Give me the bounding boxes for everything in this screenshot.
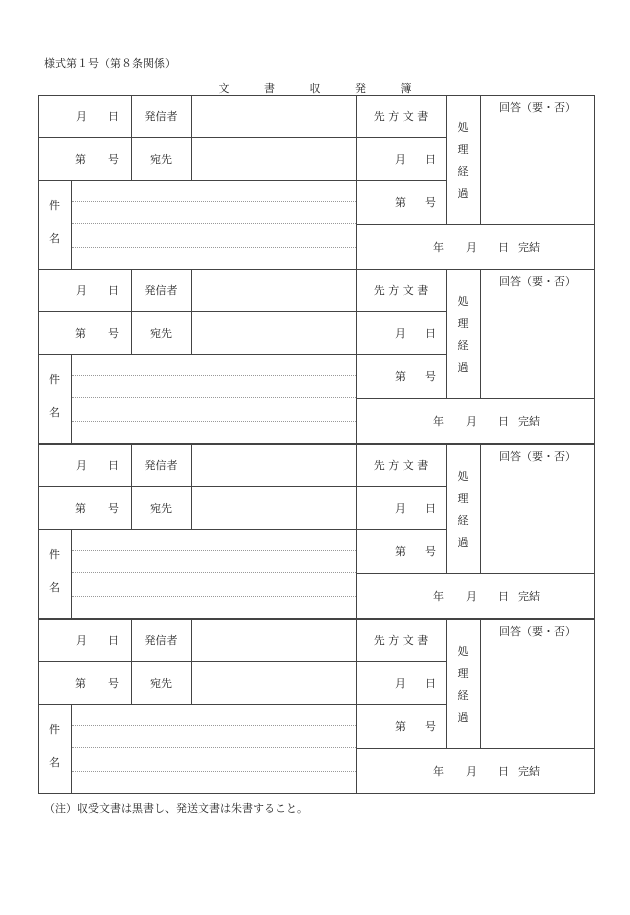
entry-block-4 <box>38 619 595 794</box>
label-completed: 完結 <box>518 765 540 778</box>
field-recipient[interactable] <box>192 138 355 180</box>
label-completed: 完結 <box>518 415 540 428</box>
title-char: 簿 <box>400 82 412 95</box>
label-processing: 処 理 経 過 <box>457 645 469 724</box>
label-recipient: 宛先 <box>150 327 172 340</box>
label-sender: 発信者 <box>144 634 178 647</box>
label-number-suffix: 号 <box>425 545 436 558</box>
label-number-prefix: 第 <box>395 196 406 209</box>
label-number-prefix: 第 <box>395 370 406 383</box>
title-char: 収 <box>309 82 321 95</box>
label-day: 日 <box>108 634 119 647</box>
form-title <box>0 80 630 96</box>
label-number-suffix: 号 <box>108 502 119 515</box>
label-processing: 処 理 経 過 <box>457 121 469 200</box>
label-month: 月 <box>76 284 87 297</box>
label-counterpart-doc: 先 方 文 書 <box>373 634 429 647</box>
label-day: 日 <box>498 590 509 603</box>
label-day: 日 <box>425 327 436 340</box>
label-month: 月 <box>395 153 406 166</box>
label-day: 日 <box>425 502 436 515</box>
label-response: 回答（要・否） <box>499 625 576 638</box>
field-sender[interactable] <box>192 445 355 486</box>
field-subject[interactable] <box>72 705 355 793</box>
label-counterpart-doc: 先 方 文 書 <box>373 110 429 123</box>
label-completed: 完結 <box>518 590 540 603</box>
label-number-suffix: 号 <box>425 370 436 383</box>
title-char: 文 <box>218 82 230 95</box>
field-processing[interactable] <box>481 620 594 748</box>
label-completed: 完結 <box>518 241 540 254</box>
label-counterpart-doc: 先 方 文 書 <box>373 459 429 472</box>
label-recipient: 宛先 <box>150 502 172 515</box>
label-day: 日 <box>425 153 436 166</box>
label-month: 月 <box>395 502 406 515</box>
label-number-prefix: 第 <box>395 545 406 558</box>
label-month: 月 <box>395 677 406 690</box>
label-processing: 処 理 経 過 <box>457 295 469 374</box>
label-year: 年 <box>433 415 444 428</box>
label-month: 月 <box>76 110 87 123</box>
label-day: 日 <box>498 241 509 254</box>
form-number: 様式第１号（第８条関係） <box>44 57 176 70</box>
label-subject: 件 名 <box>49 199 60 245</box>
field-sender[interactable] <box>192 620 355 661</box>
label-number-suffix: 号 <box>108 327 119 340</box>
label-response: 回答（要・否） <box>499 101 576 114</box>
label-month: 月 <box>76 459 87 472</box>
label-sender: 発信者 <box>144 110 178 123</box>
label-day: 日 <box>498 415 509 428</box>
field-processing[interactable] <box>481 445 594 573</box>
label-number-prefix: 第 <box>75 153 86 166</box>
label-subject: 件 名 <box>49 548 60 594</box>
label-number-suffix: 号 <box>425 720 436 733</box>
label-month: 月 <box>395 327 406 340</box>
label-sender: 発信者 <box>144 284 178 297</box>
label-year: 年 <box>433 765 444 778</box>
label-number-suffix: 号 <box>108 153 119 166</box>
label-number-suffix: 号 <box>425 196 436 209</box>
label-day: 日 <box>108 284 119 297</box>
label-counterpart-doc: 先 方 文 書 <box>373 284 429 297</box>
title-char: 発 <box>355 82 366 95</box>
label-year: 年 <box>433 241 444 254</box>
label-response: 回答（要・否） <box>499 450 576 463</box>
entry-block-3 <box>38 444 595 619</box>
label-month: 月 <box>466 590 477 603</box>
label-day: 日 <box>498 765 509 778</box>
field-recipient[interactable] <box>192 662 355 704</box>
field-processing[interactable] <box>481 270 594 398</box>
label-number-prefix: 第 <box>75 677 86 690</box>
field-sender[interactable] <box>192 96 355 137</box>
field-subject[interactable] <box>72 181 355 269</box>
label-number-prefix: 第 <box>75 502 86 515</box>
entry-block-1 <box>38 95 595 270</box>
footnote: （注）収受文書は黒書し、発送文書は朱書すること。 <box>44 802 308 815</box>
label-year: 年 <box>433 590 444 603</box>
label-month: 月 <box>76 634 87 647</box>
label-recipient: 宛先 <box>150 153 172 166</box>
field-subject[interactable] <box>72 355 355 443</box>
label-month: 月 <box>466 765 477 778</box>
label-day: 日 <box>108 459 119 472</box>
label-sender: 発信者 <box>144 459 178 472</box>
label-recipient: 宛先 <box>150 677 172 690</box>
entry-block-2 <box>38 269 595 444</box>
label-day: 日 <box>108 110 119 123</box>
label-month: 月 <box>466 415 477 428</box>
label-subject: 件 名 <box>49 723 60 769</box>
field-sender[interactable] <box>192 270 355 311</box>
field-processing[interactable] <box>481 96 594 224</box>
field-recipient[interactable] <box>192 487 355 529</box>
label-number-prefix: 第 <box>75 327 86 340</box>
field-recipient[interactable] <box>192 312 355 354</box>
label-response: 回答（要・否） <box>499 275 576 288</box>
label-day: 日 <box>425 677 436 690</box>
label-number-suffix: 号 <box>108 677 119 690</box>
label-processing: 処 理 経 過 <box>457 470 469 549</box>
label-number-prefix: 第 <box>395 720 406 733</box>
field-subject[interactable] <box>72 530 355 618</box>
title-char: 書 <box>264 82 275 95</box>
label-subject: 件 名 <box>49 373 60 419</box>
label-month: 月 <box>466 241 477 254</box>
